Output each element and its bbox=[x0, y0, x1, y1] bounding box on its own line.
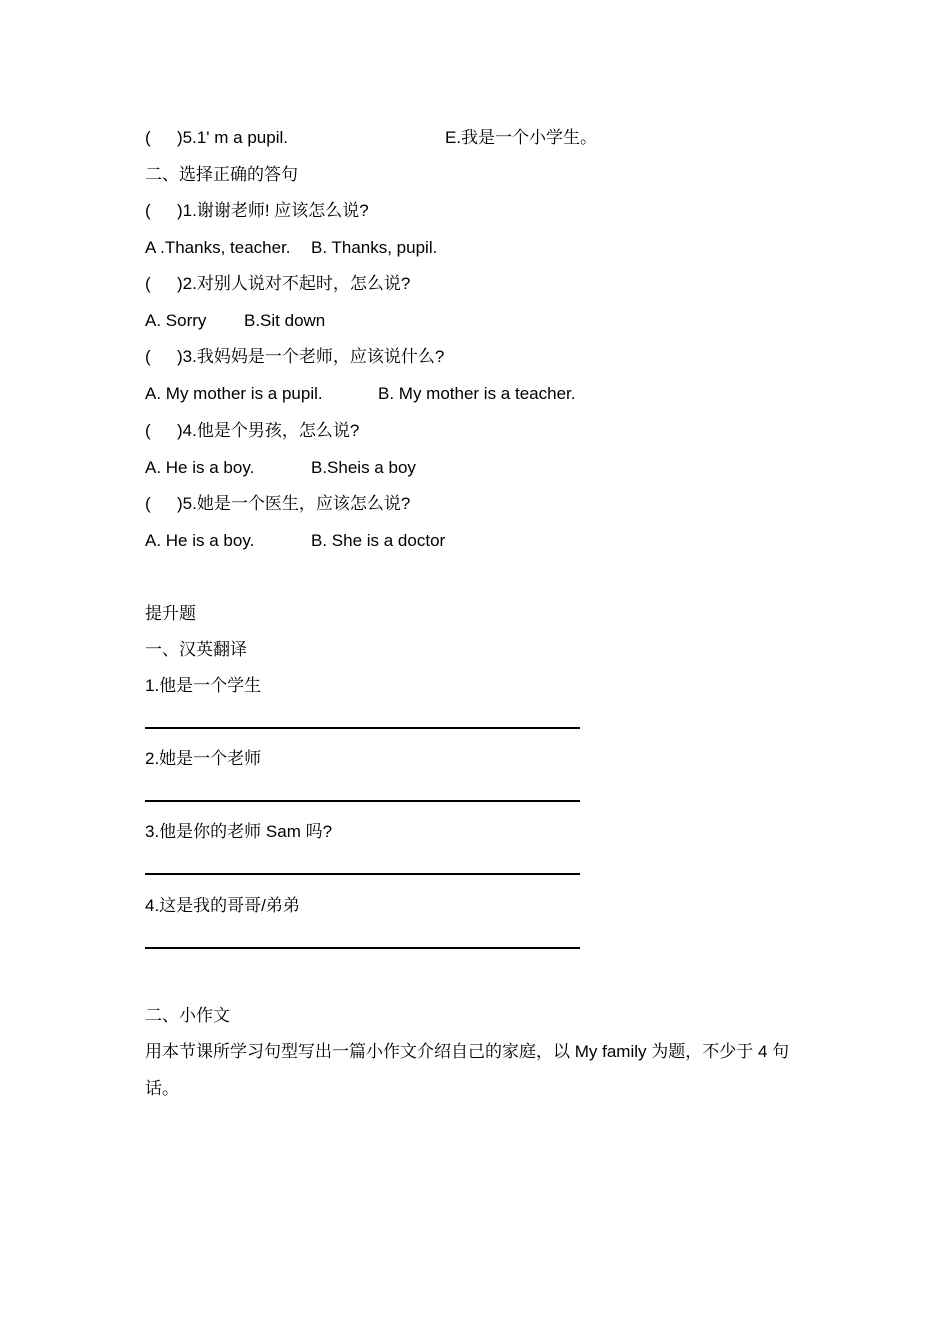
question-text: )2.对别人说对不起时，怎么说? bbox=[177, 274, 411, 293]
question-2-option-b: B.Sit down bbox=[244, 311, 326, 330]
translation-item-3: 3.他是你的老师 Sam 吗? bbox=[145, 822, 333, 841]
matching-item-5 bbox=[145, 127, 288, 149]
answer-paren[interactable]: ( bbox=[145, 274, 151, 293]
matching-item-answer: E.我是一个小学生。 bbox=[445, 128, 598, 147]
answer-blank-line-1[interactable] bbox=[145, 727, 580, 729]
question-1-option-b: B. Thanks, pupil. bbox=[311, 238, 438, 257]
question-5-option-b: B. She is a doctor bbox=[311, 531, 446, 550]
essay-prompt: 用本节课所学习句型写出一篇小作文介绍自己的家庭，以 My family 为题，不少于 4 句话。 bbox=[145, 1042, 790, 1098]
question-5-option-a: A. He is a boy. bbox=[145, 531, 255, 550]
answer-paren[interactable]: ( bbox=[145, 421, 151, 440]
translation-item-4: 4.这是我的哥哥/弟弟 bbox=[145, 896, 300, 915]
question-3 bbox=[145, 346, 444, 368]
translation-item-2: 2.她是一个老师 bbox=[145, 749, 262, 768]
answer-paren[interactable]: ( bbox=[145, 201, 151, 220]
question-2-option-a: A. Sorry bbox=[145, 311, 207, 330]
answer-paren[interactable]: ( bbox=[145, 347, 151, 366]
question-text: )3.我妈妈是一个老师，应该说什么? bbox=[177, 347, 445, 366]
matching-item-text: )5.1' m a pupil. bbox=[177, 128, 288, 147]
essay-title: 二、小作文 bbox=[145, 1006, 230, 1025]
question-4-option-b: B.Sheis a boy bbox=[311, 458, 416, 477]
answer-blank-line-4[interactable] bbox=[145, 947, 580, 949]
question-text: )4.他是个男孩，怎么说? bbox=[177, 421, 360, 440]
answer-paren[interactable]: ( bbox=[145, 128, 151, 147]
question-text: )5.她是一个医生，应该怎么说? bbox=[177, 494, 411, 513]
answer-paren[interactable]: ( bbox=[145, 494, 151, 513]
question-1-option-a: A .Thanks, teacher. bbox=[145, 238, 291, 257]
question-4 bbox=[145, 420, 359, 442]
translation-item-1: 1.他是一个学生 bbox=[145, 676, 262, 695]
question-2 bbox=[145, 273, 410, 295]
section-title-choose-answer: 二、选择正确的答句 bbox=[145, 165, 298, 184]
advanced-title: 提升题 bbox=[145, 604, 196, 623]
question-4-option-a: A. He is a boy. bbox=[145, 458, 255, 477]
question-3-option-a: A. My mother is a pupil. bbox=[145, 384, 323, 403]
answer-blank-line-2[interactable] bbox=[145, 800, 580, 802]
question-text: )1.谢谢老师! 应该怎么说? bbox=[177, 201, 369, 220]
translation-title: 一、汉英翻译 bbox=[145, 640, 247, 659]
question-3-option-b: B. My mother is a teacher. bbox=[378, 384, 576, 403]
answer-blank-line-3[interactable] bbox=[145, 873, 580, 875]
question-1 bbox=[145, 200, 369, 222]
question-5 bbox=[145, 493, 410, 515]
